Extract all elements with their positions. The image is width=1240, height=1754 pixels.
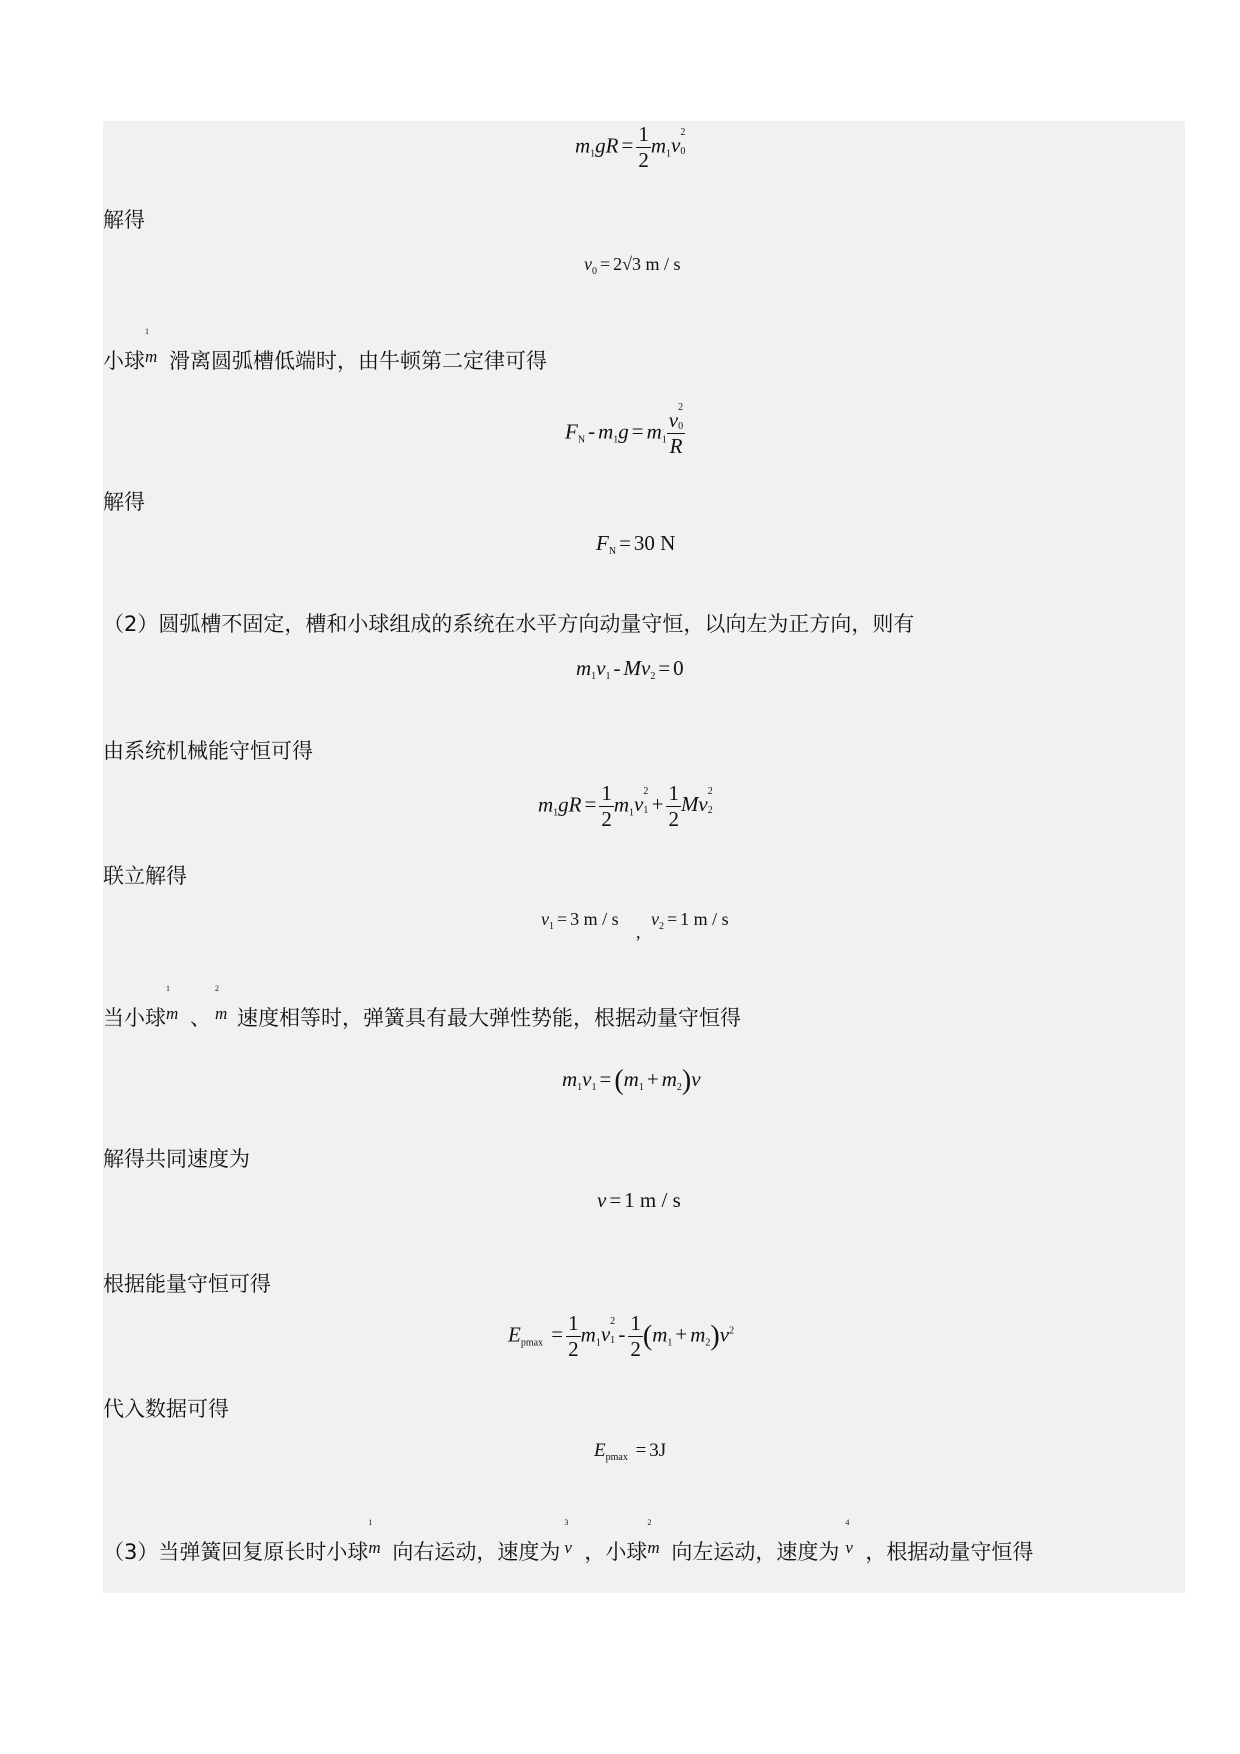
text-substitute: 代入数据可得 bbox=[103, 1397, 229, 1421]
v2-value: 1 m / s bbox=[680, 909, 729, 929]
v-value: 1 m / s bbox=[624, 1188, 681, 1212]
text-part2: （2）圆弧槽不固定，槽和小球组成的系统在水平方向动量守恒，以向左为正方向，则有 bbox=[103, 612, 915, 636]
text-jiede-2: 解得 bbox=[103, 490, 145, 514]
equation-comma: , bbox=[636, 922, 641, 942]
equation-FN: $F_N = 30$ N bbox=[596, 531, 676, 557]
equation-common-momentum: $m_1v_1 = (m_1 + m_2)v$ bbox=[562, 1065, 701, 1096]
FN-value: 30 N bbox=[633, 531, 676, 555]
v1-value: 3 m / s bbox=[570, 909, 619, 929]
equation-epmax: $E_{pmax}$ = $\frac{1}{2}$ $m_1v$ 2 1 - $\frac{1}{2}$ $(m_1 + m_2)v^2$ bbox=[508, 1311, 735, 1361]
epmax-value: 3J bbox=[649, 1440, 667, 1461]
text-line-ball-leaving: 小球 m 1 滑离圆弧槽低端时，由牛顿第二定律可得 bbox=[103, 327, 547, 373]
text-part3: （3）当弹簧回复原长时小球 m 1 向右运动，速度为 v 3 ，小球 m 2 向左运动，速度为 v 4 ，根据动量守恒得 bbox=[103, 1518, 1034, 1564]
text-common-velocity: 解得共同速度为 bbox=[103, 1147, 250, 1171]
text-system-energy: 由系统机械能守恒可得 bbox=[103, 739, 313, 763]
equation-v2: $v_2 = 1$ m / s bbox=[651, 909, 729, 932]
equation-energy-fixed: $m_1gR$ = $\frac{1}{2}$ $m_1v$ 2 0 bbox=[575, 122, 686, 172]
v0-value: 2√3 m / s bbox=[613, 254, 681, 274]
content-panel bbox=[103, 121, 1185, 1593]
equation-v: v = 1 m / s bbox=[597, 1188, 681, 1212]
text-energy-conservation: 根据能量守恒可得 bbox=[103, 1272, 271, 1296]
equation-momentum-horizontal: $m_1v_1 - Mv_2 = 0$ bbox=[576, 656, 684, 682]
text-jiede-1: 解得 bbox=[103, 208, 145, 232]
equation-energy-system: $m_1gR$ = $\frac{1}{2}$ $m_1v$ 2 1 + $\frac{1}{2}$ Mv 2 2 bbox=[538, 781, 713, 831]
equation-v1: $v_1 = 3$ m / s bbox=[541, 909, 619, 932]
equation-newton-second: $F_N - m_1g = m_1$ v 2 0 R bbox=[565, 410, 685, 457]
equation-epmax-value: $E_{pmax} = 3J$ bbox=[594, 1440, 667, 1463]
text-when-equal: 当小球 m 1 、 m 2 速度相等时，弹簧具有最大弹性势能，根据动量守恒得 bbox=[103, 984, 741, 1030]
equation-v0: $v_0 = 2√3$ m / s bbox=[584, 254, 681, 277]
text-lianli: 联立解得 bbox=[103, 864, 187, 888]
